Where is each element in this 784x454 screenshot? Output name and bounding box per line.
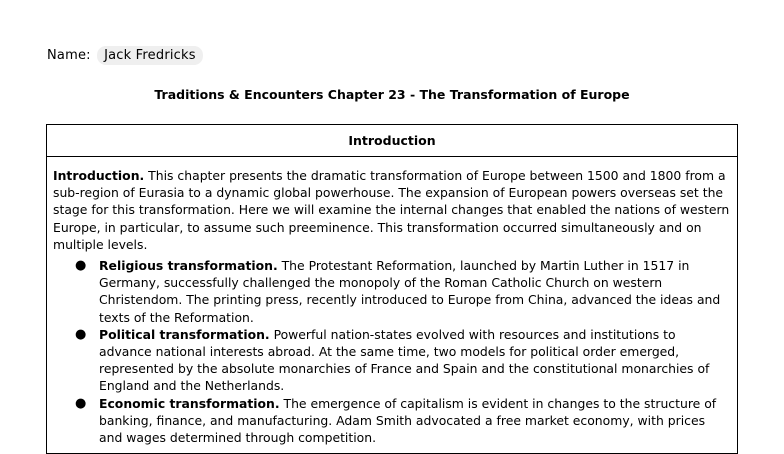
list-item [53, 395, 731, 447]
transformation-list [53, 257, 731, 446]
introduction-section [46, 124, 738, 454]
section-header: Introduction [47, 125, 737, 157]
intro-text: This chapter presents the dramatic transformation of Europe between 1500 and 1800 from a sub-region of Eurasia to a dynamic global powerhouse. The expansion of European powers overseas set the stage for this transformation. Here we will examine the internal changes that enabled the nations of western Europe, in particular, to assume such preeminence. This transformation occurred simultaneously and on multiple levels. [53, 168, 730, 252]
list-item [53, 326, 731, 395]
point-text: Powerful nation-states evolved with resources and institutions to advance national interests abroad. At the same time, two models for political order emerged, represented by the absolute monarchies of France and Spain and the constitutional monarchies of England and the Netherlands. [99, 326, 710, 394]
document-title: Traditions & Encounters Chapter 23 - The Transformation of Europe [154, 87, 630, 102]
bullet-icon: ● [75, 395, 87, 411]
name-field[interactable]: Jack Fredricks [97, 46, 203, 65]
point-text: The Protestant Reformation, launched by Martin Luther in 1517 in Germany, successfully challenged the monopoly of the Roman Catholic Church on western Christendom. The printing press, recently introduced to Europe from China, advanced the ideas and texts of the Reformation. [99, 258, 721, 325]
section-body [47, 157, 737, 446]
point-lead: Political transformation. [99, 326, 270, 342]
point-lead: Religious transformation. [99, 258, 278, 274]
list-item [53, 257, 731, 326]
intro-lead: Introduction. [53, 168, 145, 183]
point-lead: Economic transformation. [99, 395, 280, 411]
name-row [47, 46, 203, 66]
name-label: Name: [47, 48, 91, 63]
bullet-icon: ● [75, 326, 87, 342]
point-text: The emergence of capitalism is evident in changes to the structure of banking, finance, and manufacturing. Adam Smith advocated a free market economy, with prices and wages determined through competition. [99, 395, 717, 446]
bullet-icon: ● [75, 258, 87, 274]
intro-paragraph [53, 167, 731, 253]
